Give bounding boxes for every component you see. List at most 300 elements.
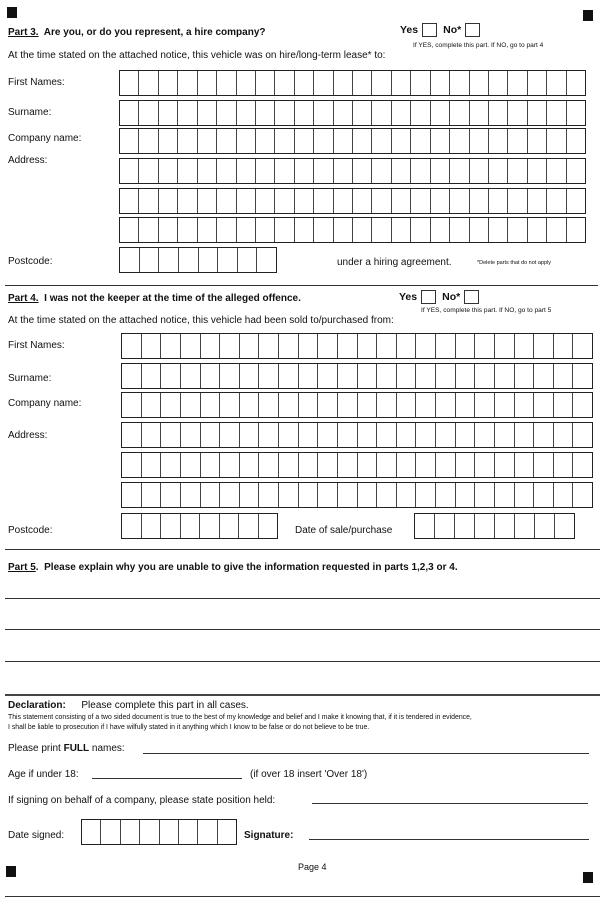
- character-box[interactable]: [534, 423, 554, 447]
- character-box[interactable]: [178, 189, 197, 213]
- character-box[interactable]: [475, 334, 495, 358]
- character-box[interactable]: [201, 453, 221, 477]
- part4-company-name-input[interactable]: [121, 392, 593, 418]
- character-box[interactable]: [240, 423, 260, 447]
- part3-address-line3-input[interactable]: [119, 217, 586, 243]
- character-box[interactable]: [573, 393, 592, 417]
- character-box[interactable]: [554, 393, 574, 417]
- character-box[interactable]: [259, 423, 279, 447]
- character-box[interactable]: [392, 101, 411, 125]
- character-box[interactable]: [122, 364, 142, 388]
- character-box[interactable]: [259, 514, 278, 538]
- character-box[interactable]: [279, 423, 299, 447]
- signature-input[interactable]: [309, 839, 589, 840]
- character-box[interactable]: [318, 393, 338, 417]
- character-box[interactable]: [397, 334, 417, 358]
- character-box[interactable]: [121, 820, 140, 844]
- character-box[interactable]: [237, 101, 256, 125]
- character-box[interactable]: [217, 189, 236, 213]
- character-box[interactable]: [372, 159, 391, 183]
- character-box[interactable]: [240, 334, 260, 358]
- character-box[interactable]: [139, 129, 158, 153]
- character-box[interactable]: [199, 248, 219, 272]
- character-box[interactable]: [397, 364, 417, 388]
- character-box[interactable]: [475, 483, 495, 507]
- character-box[interactable]: [358, 334, 378, 358]
- character-box[interactable]: [475, 453, 495, 477]
- part3-address-line1-input[interactable]: [119, 158, 586, 184]
- character-box[interactable]: [198, 71, 217, 95]
- part5-answer-line-2[interactable]: [5, 629, 600, 630]
- character-box[interactable]: [431, 218, 450, 242]
- character-box[interactable]: [198, 101, 217, 125]
- character-box[interactable]: [122, 514, 142, 538]
- character-box[interactable]: [140, 248, 160, 272]
- character-box[interactable]: [353, 71, 372, 95]
- character-box[interactable]: [181, 334, 201, 358]
- character-box[interactable]: [318, 423, 338, 447]
- character-box[interactable]: [334, 218, 353, 242]
- part3-first-names-input[interactable]: [119, 70, 586, 96]
- character-box[interactable]: [161, 334, 181, 358]
- character-box[interactable]: [295, 159, 314, 183]
- full-names-input[interactable]: [143, 753, 589, 754]
- character-box[interactable]: [314, 101, 333, 125]
- character-box[interactable]: [142, 364, 162, 388]
- character-box[interactable]: [416, 393, 436, 417]
- character-box[interactable]: [314, 218, 333, 242]
- character-box[interactable]: [295, 218, 314, 242]
- character-box[interactable]: [397, 393, 417, 417]
- character-box[interactable]: [431, 71, 450, 95]
- character-box[interactable]: [257, 248, 276, 272]
- character-box[interactable]: [358, 483, 378, 507]
- character-box[interactable]: [220, 364, 240, 388]
- character-box[interactable]: [495, 423, 515, 447]
- character-box[interactable]: [489, 218, 508, 242]
- character-box[interactable]: [198, 218, 217, 242]
- character-box[interactable]: [237, 218, 256, 242]
- character-box[interactable]: [181, 514, 201, 538]
- character-box[interactable]: [220, 423, 240, 447]
- character-box[interactable]: [377, 453, 397, 477]
- character-box[interactable]: [475, 393, 495, 417]
- part5-answer-line-3[interactable]: [5, 661, 600, 662]
- character-box[interactable]: [495, 453, 515, 477]
- character-box[interactable]: [397, 483, 417, 507]
- character-box[interactable]: [547, 218, 566, 242]
- character-box[interactable]: [139, 189, 158, 213]
- character-box[interactable]: [200, 514, 220, 538]
- character-box[interactable]: [515, 423, 535, 447]
- character-box[interactable]: [237, 129, 256, 153]
- character-box[interactable]: [353, 129, 372, 153]
- character-box[interactable]: [178, 101, 197, 125]
- character-box[interactable]: [198, 820, 217, 844]
- part3-address-line2-input[interactable]: [119, 188, 586, 214]
- character-box[interactable]: [161, 364, 181, 388]
- character-box[interactable]: [456, 453, 476, 477]
- character-box[interactable]: [372, 129, 391, 153]
- character-box[interactable]: [573, 364, 592, 388]
- character-box[interactable]: [159, 189, 178, 213]
- character-box[interactable]: [217, 129, 236, 153]
- character-box[interactable]: [240, 453, 260, 477]
- character-box[interactable]: [450, 71, 469, 95]
- character-box[interactable]: [377, 483, 397, 507]
- character-box[interactable]: [358, 393, 378, 417]
- character-box[interactable]: [416, 453, 436, 477]
- character-box[interactable]: [450, 159, 469, 183]
- character-box[interactable]: [295, 101, 314, 125]
- character-box[interactable]: [159, 101, 178, 125]
- character-box[interactable]: [295, 129, 314, 153]
- character-box[interactable]: [181, 364, 201, 388]
- character-box[interactable]: [299, 423, 319, 447]
- character-box[interactable]: [436, 334, 456, 358]
- character-box[interactable]: [239, 514, 259, 538]
- character-box[interactable]: [358, 423, 378, 447]
- character-box[interactable]: [237, 71, 256, 95]
- character-box[interactable]: [259, 364, 279, 388]
- character-box[interactable]: [495, 393, 515, 417]
- character-box[interactable]: [139, 71, 158, 95]
- character-box[interactable]: [338, 334, 358, 358]
- character-box[interactable]: [392, 189, 411, 213]
- character-box[interactable]: [142, 514, 162, 538]
- character-box[interactable]: [555, 514, 574, 538]
- character-box[interactable]: [489, 101, 508, 125]
- character-box[interactable]: [279, 334, 299, 358]
- character-box[interactable]: [353, 159, 372, 183]
- character-box[interactable]: [534, 483, 554, 507]
- part4-no-checkbox[interactable]: [464, 290, 479, 304]
- character-box[interactable]: [279, 483, 299, 507]
- character-box[interactable]: [299, 393, 319, 417]
- character-box[interactable]: [528, 101, 547, 125]
- character-box[interactable]: [547, 159, 566, 183]
- character-box[interactable]: [416, 334, 436, 358]
- part3-yes-checkbox[interactable]: [422, 23, 437, 37]
- character-box[interactable]: [470, 129, 489, 153]
- character-box[interactable]: [508, 159, 527, 183]
- part4-date-of-sale-input[interactable]: [414, 513, 575, 539]
- character-box[interactable]: [534, 393, 554, 417]
- character-box[interactable]: [240, 483, 260, 507]
- character-box[interactable]: [275, 218, 294, 242]
- character-box[interactable]: [142, 423, 162, 447]
- character-box[interactable]: [314, 159, 333, 183]
- character-box[interactable]: [415, 514, 435, 538]
- character-box[interactable]: [122, 334, 142, 358]
- character-box[interactable]: [256, 71, 275, 95]
- character-box[interactable]: [470, 218, 489, 242]
- character-box[interactable]: [431, 101, 450, 125]
- character-box[interactable]: [259, 334, 279, 358]
- character-box[interactable]: [201, 393, 221, 417]
- character-box[interactable]: [238, 248, 258, 272]
- character-box[interactable]: [515, 514, 535, 538]
- character-box[interactable]: [318, 334, 338, 358]
- character-box[interactable]: [547, 71, 566, 95]
- character-box[interactable]: [411, 189, 430, 213]
- character-box[interactable]: [435, 514, 455, 538]
- character-box[interactable]: [431, 189, 450, 213]
- character-box[interactable]: [528, 129, 547, 153]
- character-box[interactable]: [508, 189, 527, 213]
- character-box[interactable]: [179, 248, 199, 272]
- character-box[interactable]: [475, 423, 495, 447]
- character-box[interactable]: [573, 483, 592, 507]
- character-box[interactable]: [314, 129, 333, 153]
- character-box[interactable]: [334, 129, 353, 153]
- character-box[interactable]: [456, 334, 476, 358]
- character-box[interactable]: [198, 189, 217, 213]
- part3-surname-input[interactable]: [119, 100, 586, 126]
- character-box[interactable]: [528, 71, 547, 95]
- character-box[interactable]: [217, 218, 236, 242]
- character-box[interactable]: [515, 334, 535, 358]
- character-box[interactable]: [120, 71, 139, 95]
- character-box[interactable]: [201, 364, 221, 388]
- character-box[interactable]: [161, 423, 181, 447]
- character-box[interactable]: [535, 514, 555, 538]
- character-box[interactable]: [573, 334, 592, 358]
- character-box[interactable]: [82, 820, 101, 844]
- character-box[interactable]: [178, 129, 197, 153]
- character-box[interactable]: [259, 393, 279, 417]
- character-box[interactable]: [528, 218, 547, 242]
- character-box[interactable]: [159, 71, 178, 95]
- character-box[interactable]: [456, 483, 476, 507]
- character-box[interactable]: [334, 159, 353, 183]
- character-box[interactable]: [515, 483, 535, 507]
- character-box[interactable]: [353, 218, 372, 242]
- character-box[interactable]: [120, 159, 139, 183]
- character-box[interactable]: [495, 334, 515, 358]
- character-box[interactable]: [547, 129, 566, 153]
- character-box[interactable]: [450, 101, 469, 125]
- character-box[interactable]: [179, 820, 198, 844]
- character-box[interactable]: [101, 820, 120, 844]
- part4-surname-input[interactable]: [121, 363, 593, 389]
- character-box[interactable]: [334, 71, 353, 95]
- character-box[interactable]: [416, 364, 436, 388]
- character-box[interactable]: [275, 101, 294, 125]
- character-box[interactable]: [436, 453, 456, 477]
- character-box[interactable]: [161, 453, 181, 477]
- character-box[interactable]: [275, 189, 294, 213]
- character-box[interactable]: [411, 101, 430, 125]
- character-box[interactable]: [218, 248, 238, 272]
- character-box[interactable]: [159, 248, 179, 272]
- character-box[interactable]: [436, 423, 456, 447]
- character-box[interactable]: [392, 71, 411, 95]
- character-box[interactable]: [508, 101, 527, 125]
- character-box[interactable]: [431, 159, 450, 183]
- character-box[interactable]: [198, 129, 217, 153]
- part5-answer-line-1[interactable]: [5, 598, 600, 599]
- character-box[interactable]: [139, 218, 158, 242]
- character-box[interactable]: [372, 101, 391, 125]
- character-box[interactable]: [456, 393, 476, 417]
- character-box[interactable]: [279, 393, 299, 417]
- character-box[interactable]: [122, 453, 142, 477]
- character-box[interactable]: [495, 514, 515, 538]
- character-box[interactable]: [275, 129, 294, 153]
- character-box[interactable]: [181, 483, 201, 507]
- character-box[interactable]: [547, 189, 566, 213]
- character-box[interactable]: [237, 189, 256, 213]
- character-box[interactable]: [295, 189, 314, 213]
- character-box[interactable]: [256, 129, 275, 153]
- character-box[interactable]: [120, 189, 139, 213]
- character-box[interactable]: [181, 393, 201, 417]
- character-box[interactable]: [142, 453, 162, 477]
- character-box[interactable]: [475, 364, 495, 388]
- character-box[interactable]: [456, 364, 476, 388]
- character-box[interactable]: [142, 483, 162, 507]
- character-box[interactable]: [470, 71, 489, 95]
- character-box[interactable]: [178, 218, 197, 242]
- character-box[interactable]: [217, 71, 236, 95]
- part3-no-checkbox[interactable]: [465, 23, 480, 37]
- character-box[interactable]: [495, 364, 515, 388]
- character-box[interactable]: [318, 453, 338, 477]
- character-box[interactable]: [334, 101, 353, 125]
- character-box[interactable]: [554, 453, 574, 477]
- character-box[interactable]: [178, 71, 197, 95]
- part3-company-name-input[interactable]: [119, 128, 586, 154]
- character-box[interactable]: [392, 129, 411, 153]
- character-box[interactable]: [220, 514, 240, 538]
- character-box[interactable]: [554, 483, 574, 507]
- character-box[interactable]: [397, 423, 417, 447]
- part4-address-line3-input[interactable]: [121, 482, 593, 508]
- character-box[interactable]: [275, 159, 294, 183]
- character-box[interactable]: [159, 129, 178, 153]
- character-box[interactable]: [299, 334, 319, 358]
- character-box[interactable]: [489, 159, 508, 183]
- character-box[interactable]: [554, 334, 574, 358]
- character-box[interactable]: [122, 423, 142, 447]
- character-box[interactable]: [455, 514, 475, 538]
- character-box[interactable]: [279, 453, 299, 477]
- character-box[interactable]: [217, 101, 236, 125]
- character-box[interactable]: [470, 189, 489, 213]
- character-box[interactable]: [353, 189, 372, 213]
- character-box[interactable]: [181, 453, 201, 477]
- character-box[interactable]: [299, 364, 319, 388]
- character-box[interactable]: [201, 423, 221, 447]
- character-box[interactable]: [567, 101, 585, 125]
- character-box[interactable]: [161, 393, 181, 417]
- part3-postcode-input[interactable]: [119, 247, 277, 273]
- character-box[interactable]: [450, 189, 469, 213]
- character-box[interactable]: [495, 483, 515, 507]
- character-box[interactable]: [353, 101, 372, 125]
- character-box[interactable]: [411, 218, 430, 242]
- character-box[interactable]: [120, 248, 140, 272]
- character-box[interactable]: [220, 453, 240, 477]
- part4-postcode-input[interactable]: [121, 513, 278, 539]
- character-box[interactable]: [377, 334, 397, 358]
- character-box[interactable]: [318, 364, 338, 388]
- character-box[interactable]: [358, 453, 378, 477]
- character-box[interactable]: [554, 364, 574, 388]
- character-box[interactable]: [392, 159, 411, 183]
- character-box[interactable]: [299, 453, 319, 477]
- character-box[interactable]: [377, 423, 397, 447]
- character-box[interactable]: [122, 393, 142, 417]
- character-box[interactable]: [142, 393, 162, 417]
- character-box[interactable]: [411, 129, 430, 153]
- character-box[interactable]: [436, 483, 456, 507]
- character-box[interactable]: [338, 364, 358, 388]
- date-signed-input[interactable]: [81, 819, 237, 845]
- character-box[interactable]: [515, 453, 535, 477]
- character-box[interactable]: [217, 159, 236, 183]
- character-box[interactable]: [338, 483, 358, 507]
- character-box[interactable]: [139, 159, 158, 183]
- character-box[interactable]: [377, 364, 397, 388]
- character-box[interactable]: [554, 423, 574, 447]
- character-box[interactable]: [411, 71, 430, 95]
- character-box[interactable]: [240, 393, 260, 417]
- character-box[interactable]: [436, 364, 456, 388]
- character-box[interactable]: [416, 483, 436, 507]
- character-box[interactable]: [567, 71, 585, 95]
- character-box[interactable]: [573, 453, 592, 477]
- character-box[interactable]: [318, 483, 338, 507]
- character-box[interactable]: [259, 453, 279, 477]
- character-box[interactable]: [567, 129, 585, 153]
- character-box[interactable]: [338, 453, 358, 477]
- character-box[interactable]: [218, 820, 236, 844]
- character-box[interactable]: [142, 334, 162, 358]
- character-box[interactable]: [489, 189, 508, 213]
- character-box[interactable]: [159, 159, 178, 183]
- part4-address-line2-input[interactable]: [121, 452, 593, 478]
- character-box[interactable]: [237, 159, 256, 183]
- character-box[interactable]: [120, 218, 139, 242]
- character-box[interactable]: [372, 71, 391, 95]
- age-input[interactable]: [92, 778, 242, 779]
- character-box[interactable]: [377, 393, 397, 417]
- character-box[interactable]: [534, 334, 554, 358]
- character-box[interactable]: [314, 189, 333, 213]
- character-box[interactable]: [411, 159, 430, 183]
- character-box[interactable]: [416, 423, 436, 447]
- character-box[interactable]: [259, 483, 279, 507]
- character-box[interactable]: [275, 71, 294, 95]
- character-box[interactable]: [450, 218, 469, 242]
- character-box[interactable]: [470, 101, 489, 125]
- character-box[interactable]: [160, 820, 179, 844]
- character-box[interactable]: [198, 159, 217, 183]
- character-box[interactable]: [358, 364, 378, 388]
- part4-address-line1-input[interactable]: [121, 422, 593, 448]
- character-box[interactable]: [431, 129, 450, 153]
- character-box[interactable]: [508, 71, 527, 95]
- part4-yes-checkbox[interactable]: [421, 290, 436, 304]
- position-held-input[interactable]: [312, 803, 588, 804]
- character-box[interactable]: [338, 393, 358, 417]
- character-box[interactable]: [201, 334, 221, 358]
- part4-first-names-input[interactable]: [121, 333, 593, 359]
- character-box[interactable]: [547, 101, 566, 125]
- character-box[interactable]: [334, 189, 353, 213]
